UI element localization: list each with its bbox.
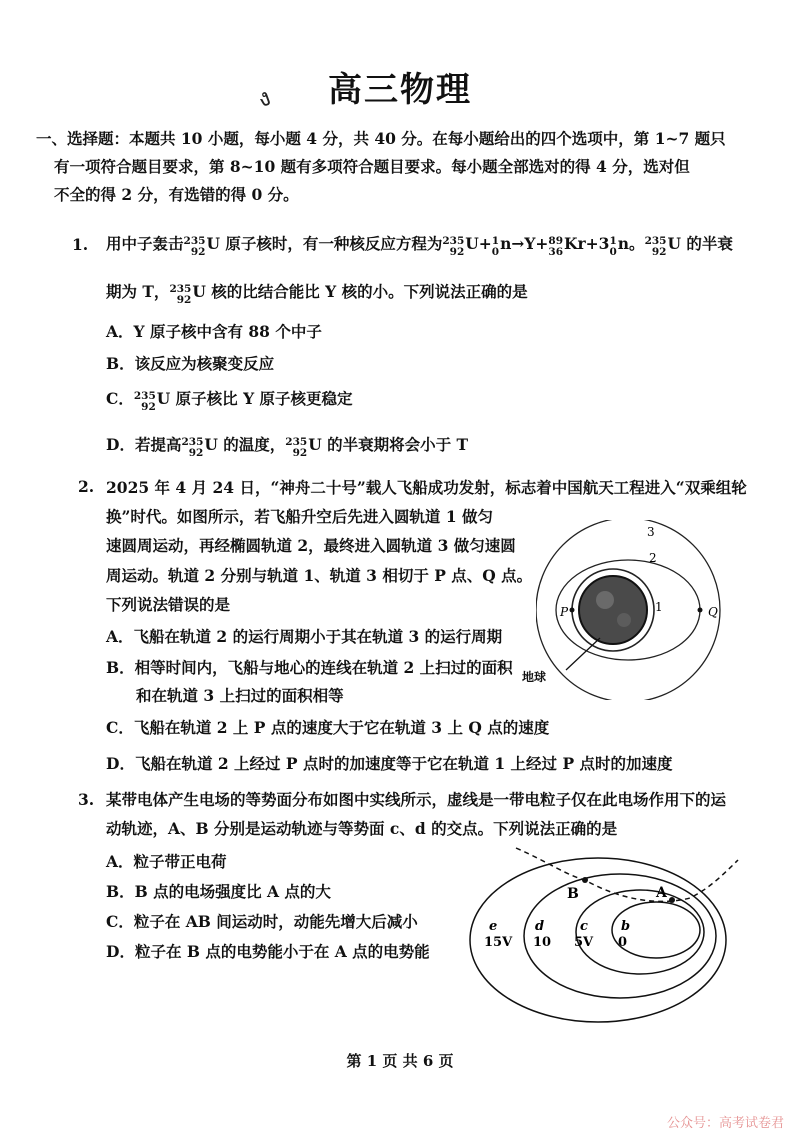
q1-line2: [106, 281, 528, 305]
orbit-2-label: 2: [649, 551, 657, 565]
e-potential: 15V: [484, 935, 513, 950]
q2-option-c[interactable]: C．飞船在轨道 2 上 P 点的速度大于它在轨道 3 上 Q 点的速度: [106, 718, 550, 737]
option-text: U 的温度，: [204, 435, 286, 454]
q1-option-d[interactable]: [106, 433, 468, 458]
neutron-nuclide: 1 0: [609, 235, 617, 258]
watermark: 公众号：高考试卷君: [666, 1116, 784, 1131]
earth-caption: 地球: [522, 670, 547, 684]
q3-option-a[interactable]: A．粒子带正电荷: [106, 852, 227, 871]
kr89-nuclide: 89 36: [548, 235, 564, 258]
c-label: c: [580, 919, 588, 934]
q1-text: U+: [465, 234, 492, 253]
equipotential-diagram: [468, 840, 758, 1030]
q2-line4: 周运动。轨道 2 分别与轨道 1、轨道 3 相切于 P 点、Q 点。: [106, 566, 533, 585]
q2-option-b[interactable]: B．相等时间内，飞船与地心的连线在轨道 2 上扫过的面积: [106, 658, 513, 677]
q1-option-a[interactable]: A．Y 原子核中含有 88 个中子: [106, 322, 322, 341]
b-point-label: B: [567, 886, 579, 902]
q1-text: U 核的比结合能比 Y 核的小。下列说法正确的是: [192, 282, 528, 301]
u235-nuclide: 235 92: [169, 283, 192, 306]
equipotential-c: [576, 890, 704, 974]
u235-nuclide: 235 92: [133, 390, 156, 413]
earth-disc: [579, 576, 647, 644]
q1-number: 1.: [72, 235, 89, 254]
page-footer: 第 1 页 共 6 页: [346, 1052, 454, 1070]
point-q: [698, 608, 703, 613]
q2-option-d[interactable]: D．飞船在轨道 2 上经过 P 点时的加速度等于它在轨道 1 上经过 P 点时的加速度: [106, 754, 673, 773]
earth-texture: [617, 613, 631, 627]
q1-option-c[interactable]: [106, 387, 353, 412]
q1-option-b[interactable]: B．该反应为核聚变反应: [106, 354, 275, 373]
a-point-label: A: [656, 885, 667, 901]
d-potential: 10: [533, 935, 552, 950]
q3-line2: 动轨迹，A、B 分别是运动轨迹与等势面 c、d 的交点。下列说法正确的是: [106, 819, 618, 838]
point-b: [582, 877, 588, 883]
d-label: d: [535, 919, 545, 934]
orbit-1-label: 1: [655, 600, 663, 614]
u235-nuclide: 235 92: [644, 235, 667, 258]
q-label: Q: [708, 605, 718, 619]
section-instruction-1: 一、选择题：本题共 10 小题，每小题 4 分，共 40 分。在每小题给出的四个选项中，第 1~7 题只: [36, 129, 726, 148]
q3-option-d[interactable]: D．粒子在 B 点的电势能小于在 A 点的电势能: [106, 942, 430, 961]
q3-line1: 某带电体产生电场的等势面分布如图中实线所示，虚线是一带电粒子仅在此电场作用下的运: [106, 790, 727, 809]
q1-text: n。: [617, 234, 645, 253]
q1-text: U 的半衰: [667, 234, 733, 253]
orbit-3-label: 3: [647, 525, 655, 539]
point-a: [669, 897, 675, 903]
p-label: P: [560, 605, 569, 619]
b-label: b: [621, 919, 631, 934]
section-instruction-2: 有一项符合题目要求，第 8~10 题有多项符合题目要求。每小题全部选对的得 4 分，选对但: [54, 157, 690, 176]
neutron-nuclide: 1 0: [491, 235, 500, 258]
q2-line5: 下列说法错误的是: [106, 595, 231, 614]
q1-line1: [106, 233, 733, 257]
q1-text: n→Y+: [500, 234, 549, 253]
q3-number: 3.: [78, 790, 95, 809]
orbit-diagram: [536, 520, 736, 700]
e-label: e: [489, 919, 498, 934]
section-instruction-3: 不全的得 2 分，有选错的得 0 分。: [54, 185, 299, 204]
q1-text: 期为 T，: [106, 282, 170, 301]
u235-nuclide: 235 92: [285, 436, 308, 459]
q2-option-b-cont: 和在轨道 3 上扫过的面积相等: [136, 686, 344, 705]
option-text: U 的半衰期将会小于 T: [308, 435, 469, 454]
option-text: U 原子核比 Y 原子核更稳定: [156, 389, 353, 408]
option-text: D．若提高: [106, 435, 182, 454]
q3-option-b[interactable]: B．B 点的电场强度比 A 点的大: [106, 882, 331, 901]
q1-text: Kr+3: [564, 234, 610, 253]
u235-nuclide: 235 92: [183, 235, 206, 258]
earth-texture: [596, 591, 614, 609]
u235-nuclide: 235 92: [181, 436, 204, 459]
q3-option-c[interactable]: C．粒子在 AB 间运动时，动能先增大后减小: [106, 912, 418, 931]
option-letter: C．: [106, 389, 134, 408]
q2-line3: 速圆周运动，再经椭圆轨道 2，最终进入圆轨道 3 做匀速圆: [106, 536, 516, 555]
handwritten-mark: ง: [253, 82, 275, 114]
c-potential: 5V: [574, 935, 594, 950]
q2-line1: 2025 年 4 月 24 日，“神舟二十号”载人飞船成功发射，标志着中国航天工程进入“双乘组轮: [106, 478, 747, 497]
q2-number: 2.: [78, 477, 95, 496]
q1-text: 用中子轰击: [106, 234, 184, 253]
page-title: 高三物理: [328, 70, 472, 110]
b-potential: 0: [618, 935, 628, 950]
u235-nuclide: 235 92: [442, 235, 465, 258]
q2-line2: 换”时代。如图所示，若飞船升空后先进入圆轨道 1 做匀: [106, 507, 493, 526]
q2-option-a[interactable]: A．飞船在轨道 2 的运行周期小于其在轨道 3 的运行周期: [106, 627, 503, 646]
q1-text: U 原子核时，有一种核反应方程为: [206, 234, 443, 253]
point-p: [570, 608, 575, 613]
